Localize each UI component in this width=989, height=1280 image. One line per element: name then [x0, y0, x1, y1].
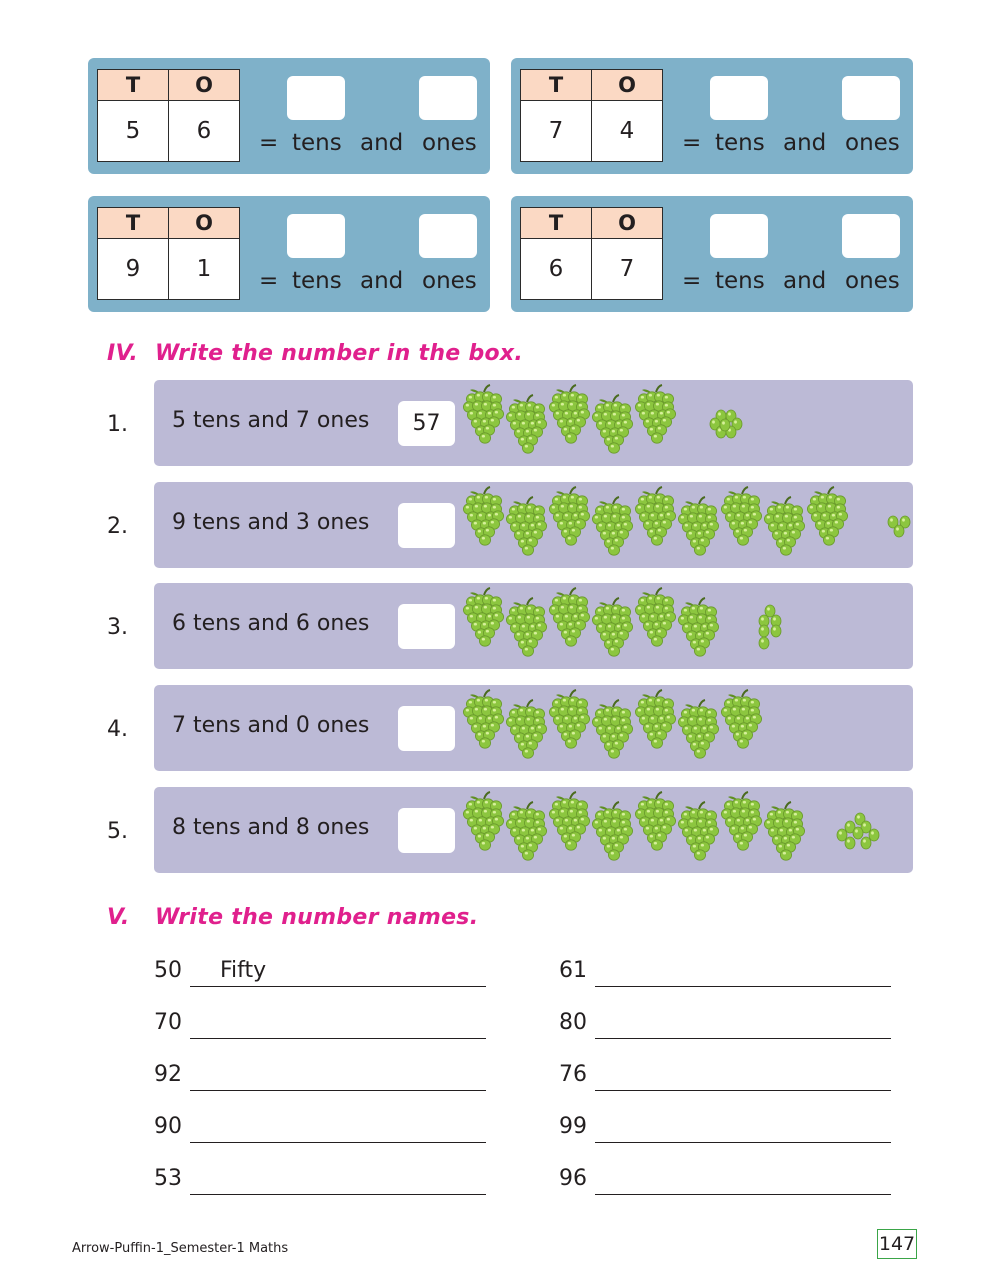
- grape-bunch-icon: [678, 497, 718, 555]
- grape-bunch-icon: [549, 690, 589, 748]
- grape-bunch-icon: [463, 487, 503, 545]
- tens-digit: 9: [98, 239, 169, 300]
- grape-bunch-icon: [807, 487, 847, 545]
- number-name-item: [154, 1060, 494, 1096]
- section-iv-heading: IV. Write the number in the box.: [107, 341, 524, 366]
- number-name-item: [154, 1008, 494, 1044]
- equals-sign: =: [682, 130, 702, 156]
- ones-word: ones: [422, 130, 477, 156]
- answer-line[interactable]: [190, 986, 486, 987]
- grape-bunch-icon: [678, 598, 718, 656]
- number-name-item: [154, 956, 494, 992]
- tens-ones-table: [97, 207, 240, 300]
- tens-word: tens: [292, 268, 342, 294]
- number-label: 92: [154, 1062, 182, 1087]
- number-answer-box[interactable]: [398, 503, 455, 548]
- tens-word: tens: [715, 268, 765, 294]
- single-grape-icon: [837, 829, 847, 841]
- and-word: and: [783, 130, 827, 156]
- exercise-row: [154, 787, 913, 873]
- tens-header: T: [521, 208, 592, 239]
- number-label: 61: [559, 958, 587, 983]
- grape-bunch-icon: [721, 487, 761, 545]
- single-grape-icon: [771, 625, 781, 637]
- number-answer-box[interactable]: [398, 604, 455, 649]
- answer-line[interactable]: [595, 1142, 891, 1143]
- single-grape-icon: [853, 827, 863, 839]
- grape-bunch-icon: [463, 588, 503, 646]
- tens-word: tens: [715, 130, 765, 156]
- place-value-card: [511, 58, 913, 174]
- question-number: 2.: [107, 514, 128, 539]
- answer-line[interactable]: [190, 1142, 486, 1143]
- single-grape-icon: [771, 615, 781, 627]
- grape-bunch-icon: [592, 395, 632, 453]
- place-value-card: [511, 196, 913, 312]
- grape-bunch-icon: [549, 385, 589, 443]
- tens-ones-table: [520, 69, 663, 162]
- grape-bunch-icon: [592, 497, 632, 555]
- grape-bunch-icon: [721, 690, 761, 748]
- number-label: 70: [154, 1010, 182, 1035]
- number-name-item: [559, 1112, 899, 1148]
- ones-header: O: [169, 70, 240, 101]
- ones-digit: 6: [169, 101, 240, 162]
- grape-bunch-icon: [592, 700, 632, 758]
- grape-bunch-icon: [592, 598, 632, 656]
- number-label: 99: [559, 1114, 587, 1139]
- grape-bunch-icon: [635, 487, 675, 545]
- grape-bunch-icon: [764, 497, 804, 555]
- question-number: 5.: [107, 819, 128, 844]
- tens-ones-prompt: 5 tens and 7 ones: [172, 408, 370, 433]
- tens-word: tens: [292, 130, 342, 156]
- single-grape-icon: [855, 813, 865, 825]
- ones-header: O: [592, 208, 663, 239]
- equals-sign: =: [259, 268, 279, 294]
- question-number: 3.: [107, 615, 128, 640]
- and-word: and: [360, 268, 404, 294]
- single-grape-icon: [716, 426, 726, 438]
- answer-line[interactable]: [595, 986, 891, 987]
- tens-digit: 5: [98, 101, 169, 162]
- number-name-item: [154, 1112, 494, 1148]
- grape-bunch-icon: [549, 487, 589, 545]
- ones-word: ones: [422, 268, 477, 294]
- single-grape-icon: [894, 525, 904, 537]
- single-grape-icon: [869, 829, 879, 841]
- number-answer-box[interactable]: [398, 706, 455, 751]
- tens-digit: 7: [521, 101, 592, 162]
- tens-ones-table: [97, 69, 240, 162]
- ones-word: ones: [845, 268, 900, 294]
- number-name-item: [559, 1164, 899, 1200]
- grape-bunch-icon: [463, 690, 503, 748]
- number-name-item: [559, 1060, 899, 1096]
- grape-bunch-icon: [635, 792, 675, 850]
- ones-header: O: [592, 70, 663, 101]
- place-value-card: [88, 58, 490, 174]
- number-name-answer: Fifty: [220, 958, 267, 983]
- number-name-item: [559, 1008, 899, 1044]
- single-grape-icon: [759, 625, 769, 637]
- ones-answer-box[interactable]: [419, 76, 477, 120]
- grape-bunch-icon: [506, 598, 546, 656]
- single-grape-icon: [726, 410, 736, 422]
- ones-digit: 7: [592, 239, 663, 300]
- grape-bunch-icon: [635, 385, 675, 443]
- answer-line[interactable]: [190, 1038, 486, 1039]
- single-grape-icon: [861, 821, 871, 833]
- ones-header: O: [169, 208, 240, 239]
- ones-answer-box[interactable]: [842, 214, 900, 258]
- single-grape-icon: [888, 516, 898, 528]
- page-number: 147: [877, 1229, 917, 1259]
- number-answer-box[interactable]: [398, 808, 455, 853]
- grape-bunch-icon: [506, 497, 546, 555]
- tens-ones-prompt: 9 tens and 3 ones: [172, 510, 370, 535]
- tens-ones-table: [520, 207, 663, 300]
- single-grape-icon: [759, 615, 769, 627]
- question-number: 1.: [107, 412, 128, 437]
- single-grape-icon: [765, 605, 775, 617]
- tens-answer-box[interactable]: [287, 214, 345, 258]
- grape-bunch-icon: [463, 385, 503, 443]
- tens-header: T: [521, 70, 592, 101]
- ones-answer-box[interactable]: [419, 214, 477, 258]
- number-label: 90: [154, 1114, 182, 1139]
- grape-bunch-icon: [678, 802, 718, 860]
- grape-bunch-icon: [506, 700, 546, 758]
- and-word: and: [783, 268, 827, 294]
- number-answer-box[interactable]: 57: [398, 401, 455, 446]
- single-grape-icon: [716, 410, 726, 422]
- ones-digit: 4: [592, 101, 663, 162]
- grape-bunch-icon: [592, 802, 632, 860]
- number-name-item: [559, 956, 899, 992]
- single-grape-icon: [900, 516, 910, 528]
- answer-line[interactable]: [190, 1194, 486, 1195]
- tens-answer-box[interactable]: [710, 76, 768, 120]
- number-label: 80: [559, 1010, 587, 1035]
- single-grape-icon: [710, 418, 720, 430]
- single-grape-icon: [720, 419, 730, 431]
- number-label: 96: [559, 1166, 587, 1191]
- exercise-row: [154, 380, 913, 466]
- grape-bunch-icon: [549, 792, 589, 850]
- tens-ones-prompt: 7 tens and 0 ones: [172, 713, 370, 738]
- number-name-item: [154, 1164, 494, 1200]
- single-grape-icon: [732, 418, 742, 430]
- tens-digit: 6: [521, 239, 592, 300]
- answer-line[interactable]: [595, 1194, 891, 1195]
- section-v-heading: V. Write the number names.: [107, 905, 479, 930]
- tens-header: T: [98, 70, 169, 101]
- tens-header: T: [98, 208, 169, 239]
- single-grape-icon: [726, 426, 736, 438]
- book-footer: Arrow-Puffin-1_Semester-1 Maths: [72, 1241, 289, 1256]
- number-label: 76: [559, 1062, 587, 1087]
- question-number: 4.: [107, 717, 128, 742]
- grape-bunch-icon: [549, 588, 589, 646]
- exercise-row: [154, 482, 913, 568]
- number-label: 50: [154, 958, 182, 983]
- single-grape-icon: [845, 821, 855, 833]
- grape-bunch-icon: [678, 700, 718, 758]
- ones-answer-box[interactable]: [842, 76, 900, 120]
- answer-line[interactable]: [190, 1090, 486, 1091]
- grape-bunch-icon: [635, 690, 675, 748]
- grape-bunch-icon: [635, 588, 675, 646]
- exercise-row: [154, 685, 913, 771]
- exercise-row: [154, 583, 913, 669]
- grape-bunch-icon: [463, 792, 503, 850]
- tens-ones-prompt: 6 tens and 6 ones: [172, 611, 370, 636]
- single-grape-icon: [845, 837, 855, 849]
- place-value-card: [88, 196, 490, 312]
- answer-line[interactable]: [595, 1090, 891, 1091]
- grape-bunch-icon: [764, 802, 804, 860]
- single-grape-icon: [861, 837, 871, 849]
- ones-word: ones: [845, 130, 900, 156]
- equals-sign: =: [259, 130, 279, 156]
- grape-bunch-icon: [506, 802, 546, 860]
- tens-answer-box[interactable]: [287, 76, 345, 120]
- single-grape-icon: [759, 637, 769, 649]
- equals-sign: =: [682, 268, 702, 294]
- tens-answer-box[interactable]: [710, 214, 768, 258]
- number-label: 53: [154, 1166, 182, 1191]
- answer-line[interactable]: [595, 1038, 891, 1039]
- and-word: and: [360, 130, 404, 156]
- ones-digit: 1: [169, 239, 240, 300]
- grape-bunch-icon: [721, 792, 761, 850]
- grape-bunch-icon: [506, 395, 546, 453]
- tens-ones-prompt: 8 tens and 8 ones: [172, 815, 370, 840]
